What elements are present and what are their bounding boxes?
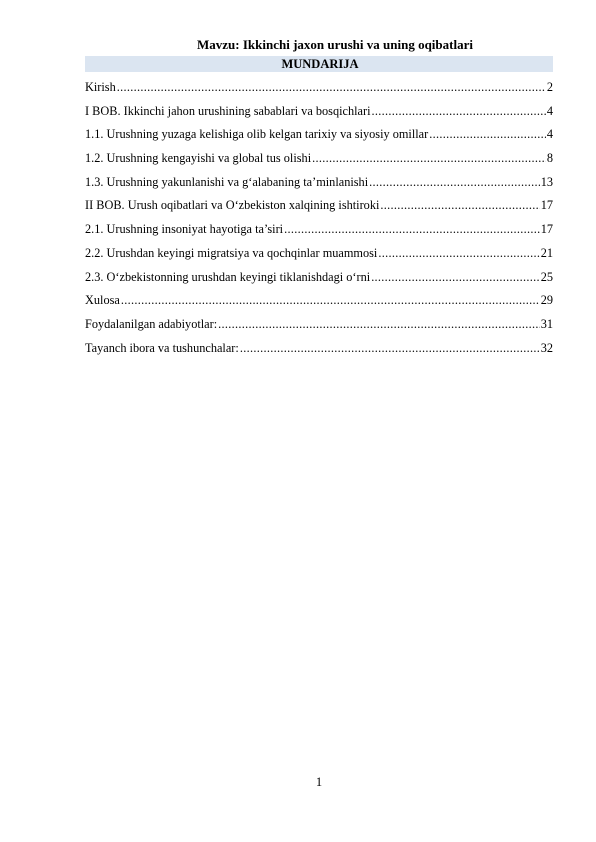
toc-entry-label: 1.3. Urushning yakunlanishi va g‘alabaning ta’minlanishi <box>85 174 369 189</box>
toc-entry[interactable] <box>85 150 553 174</box>
toc-entry[interactable] <box>85 245 553 269</box>
toc-entry-page: 17 <box>540 222 553 237</box>
toc-entry[interactable] <box>85 174 553 198</box>
toc-entry-label: 2.2. Urushdan keyingi migratsiya va qochqinlar muammosi <box>85 245 378 260</box>
toc-entry[interactable] <box>85 197 553 221</box>
toc-entry-label: I BOB. Ikkinchi jahon urushining sabablari va bosqichlari <box>85 103 371 118</box>
toc-entry-label: 1.2. Urushning kengayishi va global tus olishi <box>85 151 312 166</box>
toc-dot-leader <box>371 269 540 285</box>
toc-dot-leader <box>372 103 546 119</box>
toc-dot-leader <box>369 174 540 190</box>
toc-entry-label: 2.1. Urushning insoniyat hayotiga ta’siri <box>85 222 284 237</box>
page-title: Mavzu: Ikkinchi jaxon urushi va uning oqibatlari <box>197 37 473 52</box>
toc-entry[interactable] <box>85 221 553 245</box>
toc-entry[interactable] <box>85 103 553 127</box>
toc-dot-leader <box>429 126 546 142</box>
toc-dot-leader <box>380 197 539 213</box>
toc-entry-page: 31 <box>540 316 553 331</box>
toc-entry[interactable] <box>85 79 553 103</box>
toc-dot-leader <box>117 79 546 95</box>
toc-dot-leader <box>121 292 540 308</box>
toc-dot-leader <box>378 245 539 261</box>
toc-entry-page: 4 <box>546 127 553 142</box>
toc-entry-label: 2.3. O‘zbekistonning urushdan keyingi tiklanishdagi o‘rni <box>85 269 371 284</box>
toc-dot-leader <box>284 221 540 237</box>
toc-entry-page: 2 <box>546 80 553 94</box>
toc-entry-page: 13 <box>540 174 553 189</box>
toc-entry-label: II BOB. Urush oqibatlari va O‘zbekiston xalqining ishtiroki <box>85 198 380 213</box>
page-number: 1 <box>315 775 323 789</box>
toc-entry[interactable] <box>85 269 553 293</box>
table-of-contents <box>85 79 553 363</box>
toc-entry-label: Tayanch ibora va tushunchalar: <box>85 340 239 355</box>
toc-entry-page: 32 <box>540 340 553 355</box>
toc-entry-page: 17 <box>540 198 553 213</box>
toc-entry-page: 8 <box>546 151 553 166</box>
toc-entry-label: Xulosa <box>85 293 120 308</box>
toc-entry-label: 1.1. Urushning yuzaga kelishiga olib kelgan tarixiy va siyosiy omillar <box>85 127 429 142</box>
toc-entry[interactable] <box>85 292 553 316</box>
toc-entry-page: 4 <box>546 103 553 118</box>
toc-entry-page: 21 <box>540 245 553 260</box>
toc-heading: MUNDARIJA <box>85 56 553 72</box>
toc-entry-label: Kirish <box>85 80 116 94</box>
toc-entry-page: 25 <box>540 269 553 284</box>
toc-entry[interactable] <box>85 126 553 150</box>
toc-entry-page: 29 <box>540 293 553 308</box>
toc-dot-leader <box>240 340 540 356</box>
toc-entry[interactable] <box>85 316 553 340</box>
toc-dot-leader <box>218 316 540 332</box>
toc-entry[interactable] <box>85 340 553 364</box>
toc-entry-label: Foydalanilgan adabiyotlar: <box>85 316 218 331</box>
toc-dot-leader <box>312 150 546 166</box>
